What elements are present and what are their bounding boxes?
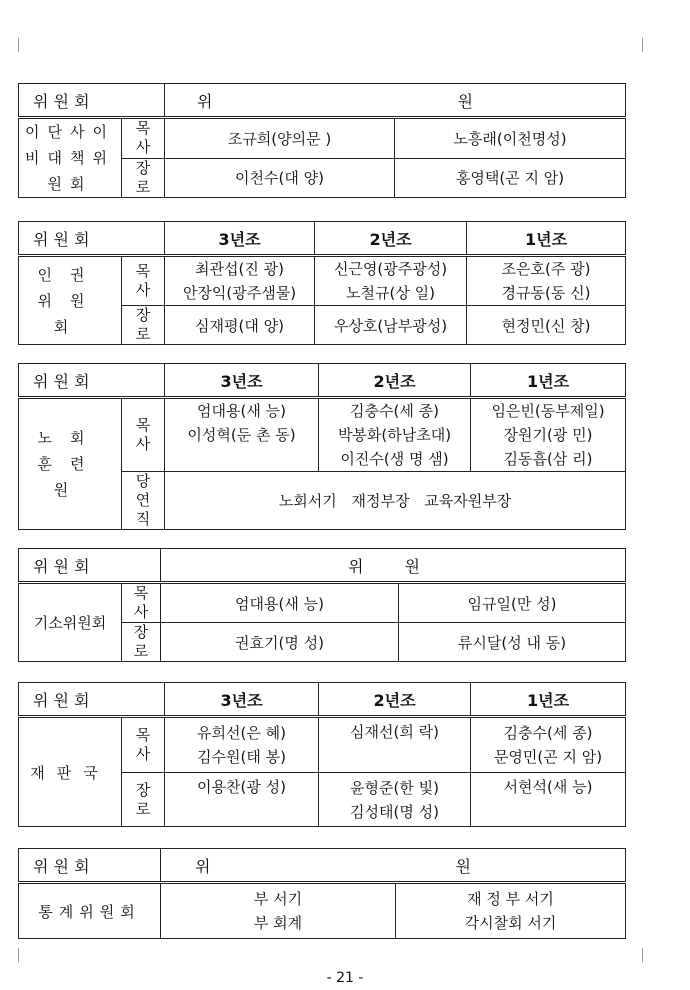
crop-mark <box>18 38 33 52</box>
crop-mark <box>628 38 643 52</box>
role-elder: 장로 <box>122 773 165 827</box>
member-cell: 노흥래(이천명성) <box>395 118 626 159</box>
member-cell: 우상호(남부광성) <box>315 306 467 345</box>
table-heresy-committee <box>18 83 626 198</box>
member-cell: 홍영택(곤 지 암) <box>395 158 626 198</box>
table-court <box>18 682 626 827</box>
member-cell: 이천수(대 양) <box>165 158 395 198</box>
role-pastor: 목사 <box>122 398 165 472</box>
committee-name: 이단사이비대책위원회 <box>19 118 122 198</box>
committee-name: 통계위원회 <box>19 883 161 939</box>
committee-name: 재판국 <box>19 717 122 827</box>
header-committee: 위 원 회 <box>19 849 161 883</box>
member-cell: 신근영(광주광성) 노철규(상 일) <box>315 256 467 306</box>
crop-mark <box>18 948 33 962</box>
member-cell: 권효기(명 성) <box>161 623 399 662</box>
header-grade2: 2년조 <box>315 222 467 256</box>
committee-name: 기소위원회 <box>19 583 122 662</box>
header-committee: 위 원 회 <box>19 364 165 398</box>
header-committee: 위 원 회 <box>19 222 165 256</box>
member-cell: 현정민(신 창) <box>467 306 626 345</box>
role-pastor: 목사 <box>122 717 165 773</box>
member-cell: 조은호(주 광) 경규동(동 신) <box>467 256 626 306</box>
role-pastor: 목사 <box>122 256 165 306</box>
header-grade3: 3년조 <box>165 222 315 256</box>
header-grade1: 1년조 <box>471 683 626 717</box>
member-cell: 재 정 부 서기 각시찰회 서기 <box>396 883 626 939</box>
header-members: 위 원 <box>165 84 626 118</box>
role-pastor: 목사 <box>122 118 165 159</box>
member-cell: 서현석(새 능) <box>471 773 626 827</box>
member-cell: 김충수(세 종) 문영민(곤 지 암) <box>471 717 626 773</box>
header-committee: 위 원 회 <box>19 84 165 118</box>
page-number: - 21 - <box>326 970 364 986</box>
header-grade1: 1년조 <box>471 364 626 398</box>
member-cell: 최관섭(진 광) 안장익(광주샘물) <box>165 256 315 306</box>
member-cell: 엄대용(새 능) 이성혁(둔 촌 동) <box>165 398 319 472</box>
header-members: 위 원 <box>161 849 626 883</box>
official-members: 노회서기 재정부장 교육자원부장 <box>165 472 626 530</box>
table-indictment-committee <box>18 548 626 662</box>
role-elder: 장로 <box>122 623 161 662</box>
header-members: 위 원 <box>161 549 626 583</box>
member-cell: 조규희(양의문 ) <box>165 118 395 159</box>
member-cell: 김충수(세 종) 박봉화(하남초대) 이진수(생 명 샘) <box>319 398 471 472</box>
member-cell: 이용찬(광 성) <box>165 773 319 827</box>
role-elder: 장로 <box>122 158 165 198</box>
committee-name: 인권위원회 <box>19 256 122 345</box>
member-cell: 부 서기 부 회계 <box>161 883 396 939</box>
member-cell: 류시달(성 내 동) <box>399 623 626 662</box>
member-cell: 임규일(만 성) <box>399 583 626 623</box>
member-cell: 심재선(희 락) <box>319 717 471 773</box>
member-cell: 심재평(대 양) <box>165 306 315 345</box>
role-elder: 장로 <box>122 306 165 345</box>
crop-mark <box>628 948 643 962</box>
table-statistics-committee <box>18 848 626 939</box>
member-cell: 임은빈(동부제일) 장원기(광 민) 김동흡(삼 리) <box>471 398 626 472</box>
header-grade1: 1년조 <box>467 222 626 256</box>
role-pastor: 목사 <box>122 583 161 623</box>
member-cell: 윤형준(한 빛) 김성태(명 성) <box>319 773 471 827</box>
member-cell: 엄대용(새 능) <box>161 583 399 623</box>
member-cell: 유희선(은 혜) 김수원(태 봉) <box>165 717 319 773</box>
header-committee: 위 원 회 <box>19 549 161 583</box>
role-official: 당연직 <box>122 472 165 530</box>
header-grade2: 2년조 <box>319 364 471 398</box>
committee-name: 노회훈련원 <box>19 398 122 530</box>
table-human-rights-committee <box>18 221 626 345</box>
header-grade2: 2년조 <box>319 683 471 717</box>
header-committee: 위 원 회 <box>19 683 165 717</box>
header-grade3: 3년조 <box>165 683 319 717</box>
header-grade3: 3년조 <box>165 364 319 398</box>
table-training-institute <box>18 363 626 530</box>
